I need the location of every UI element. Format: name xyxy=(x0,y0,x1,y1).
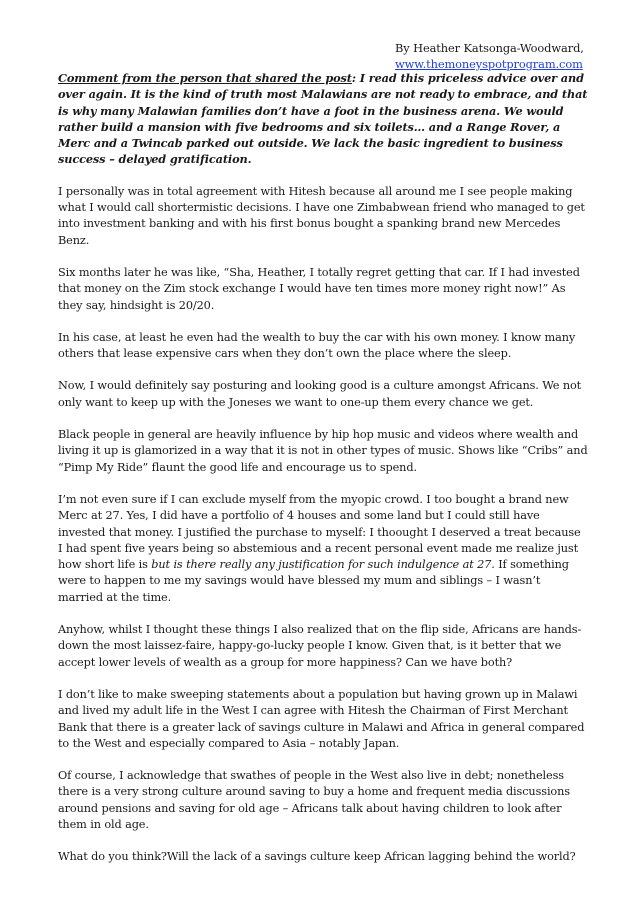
paragraph-posturing: Now, I would definitely say posturing and looking good is a culture amongst Africans. We not only want to keep up with the Joneses we want to one-up them every chance we get. xyxy=(58,379,582,409)
intro-comment xyxy=(58,70,588,168)
merc-text-before: I’m not even sure if I can exclude myself from the myopic crowd. I too bought a brand new Merc at 27. Yes, I did have a portfolio of 4 houses and some land but I could still have invested that money. I justified the purchase to myself: I thoought I deserved a treat because I had spent five years being so abstemious and a recent personal event made me realize just how short life is xyxy=(58,492,581,572)
paragraph-laissez-faire: Anyhow, whilst I thought these things I also realized that on the flip side, Africans are hands-down the most laissez-faire, happy-go-lucky people I know. Given that, is it better that we accept lower levels of wealth as a group for more happiness? Can we have both? xyxy=(58,623,582,669)
paragraph-question: What do you think?Will the lack of a savings culture keep African lagging behind the world? xyxy=(58,850,576,864)
paragraph-merc xyxy=(58,492,588,606)
author-line: By Heather Katsonga-Woodward, xyxy=(395,41,584,55)
paragraph-lease-cars: In his case, at least he even had the wealth to buy the car with his own money. I know many others that lease expensive cars when they don’t own the place where the sleep. xyxy=(58,330,576,361)
merc-text-italic: but is there really any justification for such indulgence at 27. xyxy=(151,558,495,572)
paragraph-hip-hop: Black people in general are heavily influence by hip hop music and videos where wealth and living it up is glamorized in a way that it is not in other types of music. Shows like “Cribs” and “Pimp My Ride” flaunt the good life and encourage us to spend. xyxy=(58,428,588,474)
website-link[interactable]: www.themoneyspotprogram.com xyxy=(395,57,583,71)
paragraph-west-debt: Of course, I acknowledge that swathes of people in the West also live in debt; nonetheless there is a very strong culture around saving to buy a home and frequent media discussions around pensions and saving for old age – Africans talk about having children to look after them in old age. xyxy=(58,769,570,831)
merc-text-after: If something were to happen to me my savings would have blessed my mum and siblings – I wasn’t married at the time. xyxy=(58,558,569,604)
byline xyxy=(395,40,584,72)
intro-lead: Comment from the person that shared the post xyxy=(58,71,352,85)
paragraph-six-months: Six months later he was like, “Sha, Heather, I totally regret getting that car. If I had invested that money on the Zim stock exchange I would have ten times more money right now!” As they say, hindsight is 20/20. xyxy=(58,265,580,312)
paragraph-savings-culture: I don’t like to make sweeping statements about a population but having grown up in Malawi and lived my adult life in the West I can agree with Hitesh the Chairman of First Merchant Bank that there is a greater lack of savings culture in Malawi and Africa in general compared to the West and especially compared to Asia – notably Japan. xyxy=(58,687,585,750)
paragraph-zimbabwean-friend: I personally was in total agreement with Hitesh because all around me I see people making what I would call shortermistic decisions. I have one Zimbabwean friend who managed to get into investment banking and with his first bonus bought a spanking brand new Mercedes Benz. xyxy=(58,184,585,247)
intro-text: : I read this priceless advice over and over again. It is the kind of truth most Malawians are not ready to embrace, and that is why many Malawian families don’t have a foot in the business arena. We would rather build a mansion with five bedrooms and six toilets… and a Range Rover, a Merc and a Twincab parked out outside. We lack the basic ingredient to business success – delayed gratification. xyxy=(58,71,588,167)
article-body xyxy=(58,70,588,882)
